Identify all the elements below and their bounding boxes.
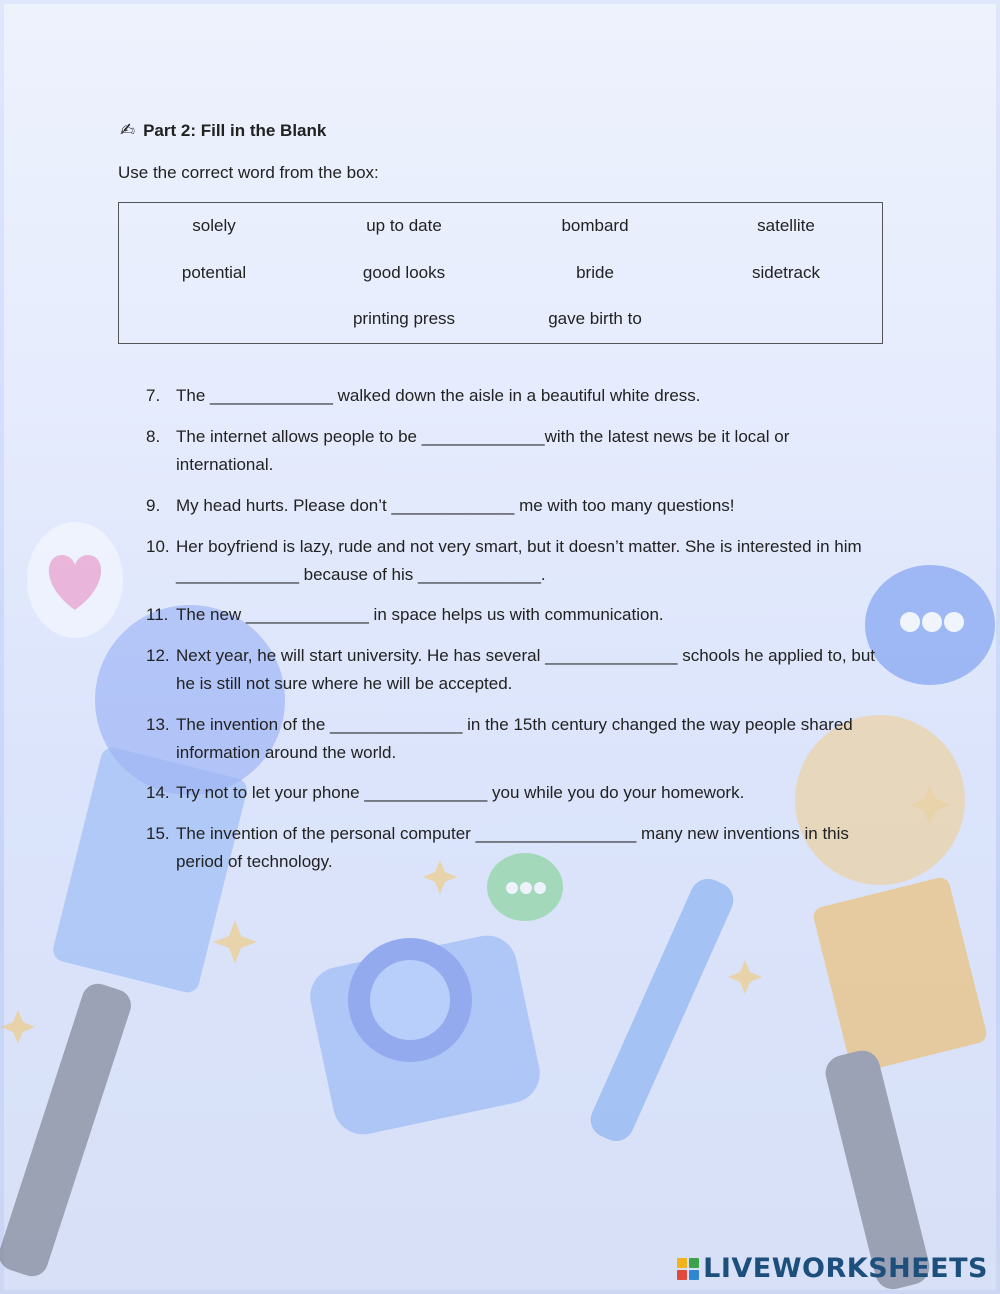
question-text: The invention of the ______________ in the 15th century changed the way people shared information around the world. — [176, 715, 853, 762]
word-bank-item: bombard — [561, 216, 629, 235]
question-text: The new _____________ in space helps us with communication. — [176, 605, 664, 624]
logo-text: LIVEWORKSHEETS — [703, 1253, 988, 1284]
word-bank-item: bride — [576, 263, 614, 282]
question-item[interactable] — [146, 820, 886, 876]
question-item[interactable] — [146, 601, 886, 629]
question-text: Next year, he will start university. He has several ______________ schools he applied to, but he is still not sure where he will be accepted. — [176, 646, 875, 693]
word-bank-item: solely — [192, 216, 236, 235]
word-bank-item: up to date — [366, 216, 442, 235]
question-item[interactable] — [146, 492, 886, 520]
question-number: 11. — [146, 605, 169, 624]
question-text: Try not to let your phone _____________ you while you do your homework. — [176, 783, 745, 802]
question-number: 10. — [146, 537, 170, 556]
word-bank-item: satellite — [757, 216, 815, 235]
liveworksheets-logo[interactable] — [677, 1253, 988, 1284]
question-number: 14. — [146, 783, 170, 802]
question-number: 8. — [146, 427, 161, 446]
question-number: 9. — [146, 496, 161, 515]
instruction-text: Use the correct word from the box: — [118, 163, 379, 182]
question-item[interactable] — [146, 779, 886, 807]
word-bank-item: sidetrack — [751, 263, 821, 282]
question-text: The invention of the personal computer _________________ many new inventions in this period of technology. — [176, 824, 849, 871]
logo-mark-icon — [677, 1258, 699, 1280]
question-text: The internet allows people to be _____________with the latest news be it local or international. — [176, 427, 790, 474]
question-number: 12. — [146, 646, 170, 665]
question-text: The _____________ walked down the aisle in a beautiful white dress. — [176, 386, 701, 405]
question-text: My head hurts. Please don’t _____________ me with too many questions! — [176, 496, 735, 515]
question-number: 13. — [146, 715, 170, 734]
word-bank-item: good looks — [362, 263, 446, 282]
question-number: 7. — [146, 386, 161, 405]
word-bank-item: gave birth to — [548, 309, 642, 328]
question-item[interactable] — [146, 711, 886, 767]
section-title-text: Part 2: Fill in the Blank — [143, 120, 327, 140]
question-item[interactable] — [146, 642, 886, 698]
question-item[interactable] — [146, 533, 886, 589]
question-text: Her boyfriend is lazy, rude and not very smart, but it doesn’t matter. She is interested in him _____________ because of his _____________. — [176, 537, 862, 584]
question-item[interactable] — [146, 382, 886, 410]
word-bank-item: printing press — [352, 309, 456, 328]
question-number: 15. — [146, 824, 170, 843]
writing-hand-icon: ✍ — [120, 120, 136, 140]
question-item[interactable] — [146, 423, 886, 479]
word-bank-item: potential — [181, 263, 247, 282]
